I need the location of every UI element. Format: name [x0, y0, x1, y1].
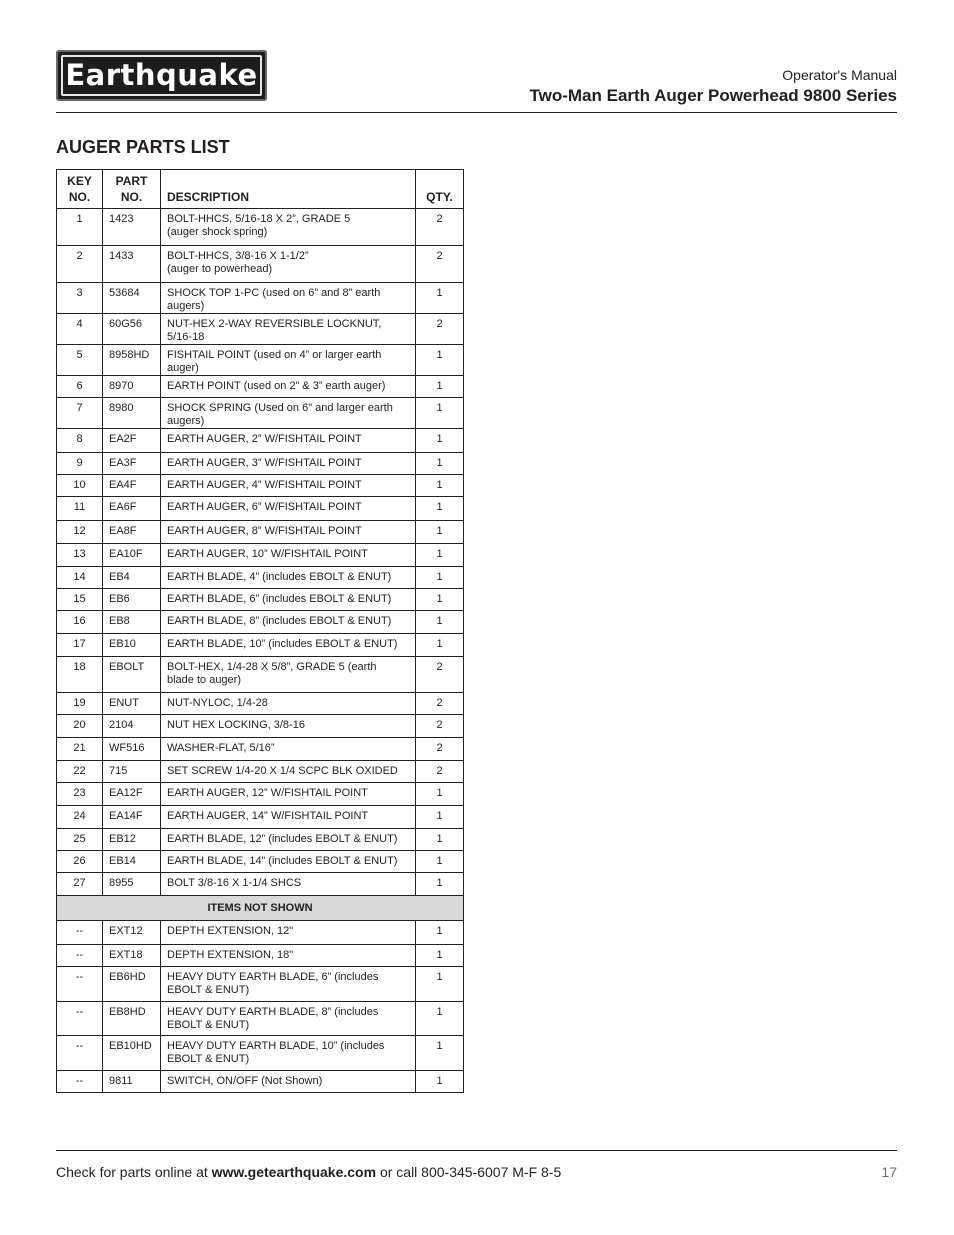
cell-key-no: 4 [57, 314, 103, 345]
cell-part-no: 9811 [103, 1071, 161, 1093]
cell-description: BOLT 3/8-16 X 1-1/4 SHCS [161, 873, 416, 896]
cell-qty: 1 [416, 398, 464, 429]
table-row [57, 475, 464, 497]
cell-qty: 1 [416, 567, 464, 589]
cell-qty: 1 [416, 851, 464, 873]
cell-qty: 2 [416, 738, 464, 761]
cell-description: SHOCK TOP 1-PC (used on 6” and 8” earth augers) [161, 283, 416, 314]
header-divider [56, 112, 897, 113]
cell-key-no: -- [57, 1036, 103, 1071]
cell-part-no: EB6 [103, 589, 161, 611]
table-row [57, 738, 464, 761]
cell-key-no: 13 [57, 544, 103, 567]
table-row [57, 657, 464, 693]
table-row [57, 851, 464, 873]
cell-part-no: ENUT [103, 693, 161, 715]
cell-description: DEPTH EXTENSION, 12" [161, 921, 416, 945]
cell-key-no: 23 [57, 783, 103, 806]
cell-part-no: EA4F [103, 475, 161, 497]
cell-qty: 1 [416, 1036, 464, 1071]
table-row [57, 945, 464, 967]
cell-key-no: 27 [57, 873, 103, 896]
manual-title: Two-Man Earth Auger Powerhead 9800 Series [529, 86, 897, 105]
cell-part-no: 60G56 [103, 314, 161, 345]
cell-description: EARTH BLADE, 8” (includes EBOLT & ENUT) [161, 611, 416, 634]
cell-qty: 1 [416, 945, 464, 967]
cell-key-no: 1 [57, 209, 103, 246]
cell-part-no: EB12 [103, 829, 161, 851]
cell-qty: 1 [416, 497, 464, 521]
cell-key-no: 24 [57, 806, 103, 829]
cell-key-no: -- [57, 921, 103, 945]
footer-divider [56, 1150, 897, 1151]
cell-qty: 2 [416, 246, 464, 283]
cell-qty: 1 [416, 806, 464, 829]
table-row [57, 806, 464, 829]
table-row [57, 611, 464, 634]
cell-qty: 1 [416, 544, 464, 567]
cell-part-no: EB10HD [103, 1036, 161, 1071]
table-row [57, 283, 464, 314]
cell-description: EARTH AUGER, 8” W/FISHTAIL POINT [161, 521, 416, 544]
cell-description: EARTH AUGER, 2” W/FISHTAIL POINT [161, 429, 416, 453]
cell-part-no: EA2F [103, 429, 161, 453]
table-row [57, 567, 464, 589]
table-row [57, 634, 464, 657]
cell-part-no: 8955 [103, 873, 161, 896]
cell-qty: 2 [416, 657, 464, 693]
cell-description: FISHTAIL POINT (used on 4” or larger earth auger) [161, 345, 416, 376]
table-row [57, 783, 464, 806]
cell-qty: 1 [416, 589, 464, 611]
cell-part-no: EA6F [103, 497, 161, 521]
cell-key-no: 22 [57, 761, 103, 783]
header-qty: QTY. [416, 170, 464, 209]
cell-part-no: EA8F [103, 521, 161, 544]
cell-key-no: 9 [57, 453, 103, 475]
cell-description: WASHER-FLAT, 5/16” [161, 738, 416, 761]
cell-description: EARTH BLADE, 6” (includes EBOLT & ENUT) [161, 589, 416, 611]
table-row [57, 761, 464, 783]
cell-part-no: EB4 [103, 567, 161, 589]
cell-key-no: 3 [57, 283, 103, 314]
cell-part-no: EXT12 [103, 921, 161, 945]
cell-part-no: EB14 [103, 851, 161, 873]
cell-qty: 1 [416, 1002, 464, 1036]
table-row [57, 1071, 464, 1093]
cell-key-no: -- [57, 1071, 103, 1093]
cell-qty: 2 [416, 314, 464, 345]
header-key-no: KEY NO. [57, 170, 103, 209]
cell-description: NUT-HEX 2-WAY REVERSIBLE LOCKNUT, 5/16-18 [161, 314, 416, 345]
cell-qty: 1 [416, 611, 464, 634]
manual-subtitle: Operator's Manual [782, 67, 897, 83]
table-row [57, 544, 464, 567]
cell-description: SHOCK SPRING (Used on 6" and larger earth augers) [161, 398, 416, 429]
table-row [57, 246, 464, 283]
cell-part-no: 2104 [103, 715, 161, 738]
page-number: 17 [881, 1164, 897, 1180]
cell-qty: 2 [416, 715, 464, 738]
cell-part-no: 1423 [103, 209, 161, 246]
header-part-no: PART NO. [103, 170, 161, 209]
table-row [57, 314, 464, 345]
cell-description: EARTH BLADE, 14” (includes EBOLT & ENUT) [161, 851, 416, 873]
cell-key-no: 16 [57, 611, 103, 634]
cell-qty: 1 [416, 829, 464, 851]
cell-description: SWITCH, ON/OFF (Not Shown) [161, 1071, 416, 1093]
cell-key-no: 18 [57, 657, 103, 693]
cell-description: BOLT-HHCS, 3/8-16 X 1-1/2” (auger to powerhead) [161, 246, 416, 283]
table-row [57, 715, 464, 738]
cell-description: EARTH AUGER, 14" W/FISHTAIL POINT [161, 806, 416, 829]
cell-qty: 1 [416, 283, 464, 314]
cell-part-no: 8970 [103, 376, 161, 398]
cell-part-no: EA14F [103, 806, 161, 829]
cell-description: DEPTH EXTENSION, 18" [161, 945, 416, 967]
table-row [57, 453, 464, 475]
table-row [57, 967, 464, 1002]
cell-part-no: EB6HD [103, 967, 161, 1002]
cell-part-no: EB8HD [103, 1002, 161, 1036]
cell-qty: 1 [416, 921, 464, 945]
cell-key-no: -- [57, 967, 103, 1002]
cell-part-no: EB8 [103, 611, 161, 634]
cell-qty: 1 [416, 521, 464, 544]
cell-qty: 1 [416, 1071, 464, 1093]
cell-qty: 2 [416, 209, 464, 246]
table-row [57, 376, 464, 398]
group-header-row [57, 896, 464, 921]
cell-description: EARTH BLADE, 10” (includes EBOLT & ENUT) [161, 634, 416, 657]
logo-frame [61, 55, 262, 96]
cell-part-no: 715 [103, 761, 161, 783]
cell-qty: 2 [416, 693, 464, 715]
table-row [57, 873, 464, 896]
cell-part-no: 8958HD [103, 345, 161, 376]
cell-qty: 1 [416, 873, 464, 896]
cell-description: EARTH AUGER, 4” W/FISHTAIL POINT [161, 475, 416, 497]
cell-description: EARTH AUGER, 12” W/FISHTAIL POINT [161, 783, 416, 806]
logo-text: Earthquake [65, 58, 258, 92]
cell-qty: 1 [416, 967, 464, 1002]
cell-qty: 1 [416, 429, 464, 453]
cell-part-no: EA10F [103, 544, 161, 567]
cell-key-no: -- [57, 945, 103, 967]
cell-key-no: 15 [57, 589, 103, 611]
group-label: ITEMS NOT SHOWN [57, 896, 464, 921]
cell-qty: 1 [416, 475, 464, 497]
cell-key-no: 26 [57, 851, 103, 873]
cell-description: SET SCREW 1/4-20 X 1/4 SCPC BLK OXIDED [161, 761, 416, 783]
cell-description: BOLT-HHCS, 5/16-18 X 2”, GRADE 5 (auger shock spring) [161, 209, 416, 246]
cell-description: EARTH AUGER, 6” W/FISHTAIL POINT [161, 497, 416, 521]
cell-part-no: WF516 [103, 738, 161, 761]
table-row [57, 589, 464, 611]
cell-key-no: 10 [57, 475, 103, 497]
cell-qty: 1 [416, 345, 464, 376]
cell-key-no: 20 [57, 715, 103, 738]
parts-table-body [57, 209, 464, 1093]
table-row [57, 521, 464, 544]
cell-qty: 1 [416, 376, 464, 398]
cell-key-no: -- [57, 1002, 103, 1036]
cell-key-no: 8 [57, 429, 103, 453]
cell-key-no: 17 [57, 634, 103, 657]
cell-part-no: EA3F [103, 453, 161, 475]
cell-description: HEAVY DUTY EARTH BLADE, 10” (includes EBOLT & ENUT) [161, 1036, 416, 1071]
footer-url-link[interactable]: www.getearthquake.com [211, 1164, 377, 1180]
cell-key-no: 7 [57, 398, 103, 429]
table-row [57, 693, 464, 715]
cell-description: NUT HEX LOCKING, 3/8-16 [161, 715, 416, 738]
footer-text [56, 1164, 561, 1180]
cell-part-no: EBOLT [103, 657, 161, 693]
cell-key-no: 2 [57, 246, 103, 283]
section-title: AUGER PARTS LIST [56, 137, 230, 157]
cell-part-no: EA12F [103, 783, 161, 806]
cell-key-no: 11 [57, 497, 103, 521]
cell-description: HEAVY DUTY EARTH BLADE, 8” (includes EBOLT & ENUT) [161, 1002, 416, 1036]
footer-prefix: Check for parts online at [56, 1164, 212, 1180]
cell-description: EARTH AUGER, 10” W/FISHTAIL POINT [161, 544, 416, 567]
table-row [57, 1036, 464, 1071]
cell-qty: 2 [416, 761, 464, 783]
table-row [57, 829, 464, 851]
table-row [57, 497, 464, 521]
table-header-row [57, 170, 464, 209]
cell-description: EARTH BLADE, 4” (includes EBOLT & ENUT) [161, 567, 416, 589]
cell-key-no: 14 [57, 567, 103, 589]
cell-description: HEAVY DUTY EARTH BLADE, 6” (includes EBOLT & ENUT) [161, 967, 416, 1002]
table-row [57, 345, 464, 376]
cell-qty: 1 [416, 453, 464, 475]
cell-part-no: EXT18 [103, 945, 161, 967]
cell-key-no: 5 [57, 345, 103, 376]
table-row [57, 398, 464, 429]
cell-key-no: 12 [57, 521, 103, 544]
cell-part-no: EB10 [103, 634, 161, 657]
cell-key-no: 21 [57, 738, 103, 761]
table-row [57, 1002, 464, 1036]
cell-description: EARTH POINT (used on 2” & 3” earth auger) [161, 376, 416, 398]
header-description: DESCRIPTION [161, 170, 416, 209]
cell-description: EARTH AUGER, 3” W/FISHTAIL POINT [161, 453, 416, 475]
cell-part-no: 1433 [103, 246, 161, 283]
cell-qty: 1 [416, 783, 464, 806]
cell-key-no: 19 [57, 693, 103, 715]
earthquake-logo [56, 50, 267, 101]
footer-suffix: or call 800-345-6007 M-F 8-5 [376, 1164, 562, 1180]
parts-table [56, 169, 464, 1093]
cell-qty: 1 [416, 634, 464, 657]
cell-key-no: 25 [57, 829, 103, 851]
cell-description: BOLT-HEX, 1/4-28 X 5/8”, GRADE 5 (earth blade to auger) [161, 657, 416, 693]
table-row [57, 921, 464, 945]
table-row [57, 429, 464, 453]
cell-description: NUT-NYLOC, 1/4-28 [161, 693, 416, 715]
table-row [57, 209, 464, 246]
cell-part-no: 53684 [103, 283, 161, 314]
cell-key-no: 6 [57, 376, 103, 398]
cell-description: EARTH BLADE, 12” (includes EBOLT & ENUT) [161, 829, 416, 851]
cell-part-no: 8980 [103, 398, 161, 429]
